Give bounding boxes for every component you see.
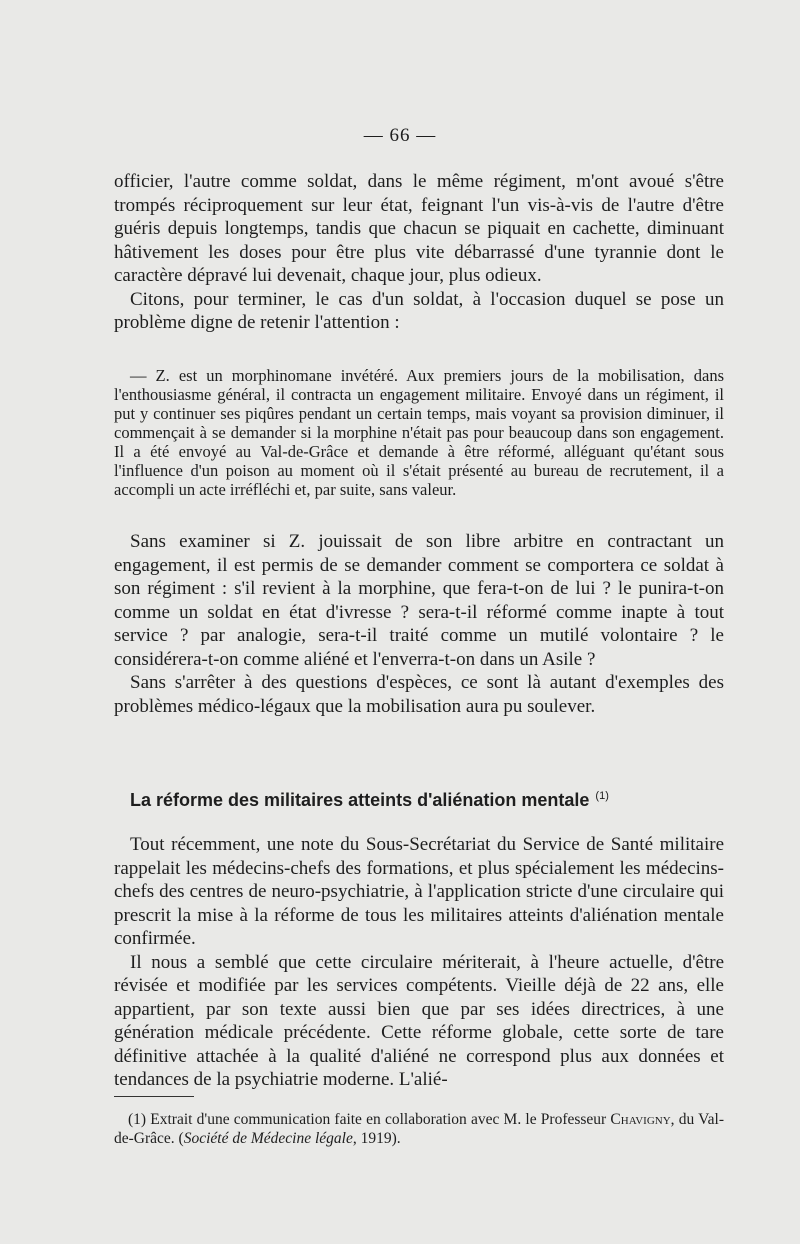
paragraph-6: Il nous a semblé que cette circulaire mériterait, à l'heure actuelle, d'être révisée et modifiée par les services compétents. Vieille déjà de 22 ans, elle appartient, par son texte aussi bien que par ses idées directrices, à une génération médicale précédente. Cette réforme globale, cette sorte de tare définitive attachée à la qualité d'aliéné ne correspond plus aux données et tendances de la psychiatrie moderne. L'alié- xyxy=(114,951,724,1090)
section-heading-text: La réforme des militaires atteints d'aliénation mentale xyxy=(130,790,590,810)
footnote-text xyxy=(114,1110,724,1148)
footnote-text-a: (1) Extrait d'une communication faite en collaboration avec M. le Professeur xyxy=(128,1111,611,1128)
paragraph-3: Sans examiner si Z. jouissait de son libre arbitre en contractant un engagement, il est permis de se demander comment se comportera ce soldat à son régiment : s'il revient à la morphine, que fera-t-on de lui ? le punira-t-on comme un soldat en état d'ivresse ? sera-t-il réformé comme inapte à tout service ? par analogie, sera-t-il traité comme un mutilé volontaire ? le considérera-t-on comme aliéné et l'enverra-t-on dans un Asile ? xyxy=(114,531,724,670)
heading-footnote-marker: (1) xyxy=(595,790,609,802)
footnote-source: Société de Médecine légale xyxy=(183,1130,353,1147)
text-block-middle xyxy=(114,530,724,718)
footnote xyxy=(114,1110,724,1148)
quote-paragraph: — Z. est un morphinomane invétéré. Aux premiers jours de la mobilisation, dans l'enthousiasme général, il contracta un engagement militaire. Envoyé dans un régiment, il put y continuer ses piqûres pendant un certain temps, mais voyant sa provision diminuer, il commençait à se demander si la morphine n'était pas pour beaucoup dans son engagement. Il a été envoyé au Val-de-Grâce et demande à être réformé, alléguant qu'étant sous l'influence d'un poison au moment où il s'était présenté au bureau de recrutement, il a accompli un acte irréfléchi et, par suite, sans valeur. xyxy=(114,366,724,499)
page-number: — 66 — xyxy=(363,125,437,146)
text-block-bottom xyxy=(114,833,724,1092)
paragraph-4: Sans s'arrêter à des questions d'espèces, ce sont là autant d'exemples des problèmes médico-légaux que la mobilisation aura pu soulever. xyxy=(114,672,724,717)
section-heading xyxy=(130,790,750,811)
case-quote xyxy=(114,366,724,499)
text-block-top xyxy=(114,170,724,335)
paragraph-1: officier, l'autre comme soldat, dans le même régiment, m'ont avoué s'être trompés réciproquement sur leur état, feignant l'un vis-à-vis de l'autre d'être guéris depuis longtemps, tandis que chacun se piquait en cachette, diminuant hâtivement les doses pour être plus vite débarrassé d'une tyrannie dont le caractère dépravé lui devenait, chaque jour, plus odieux. xyxy=(114,171,724,286)
footnote-author: Chavigny xyxy=(610,1111,671,1128)
paragraph-5: Tout récemment, une note du Sous-Secrétariat du Service de Santé militaire rappelait les médecins-chefs des formations, et plus spécialement les médecins-chefs des centres de neuro-psychiatrie, à l'application stricte d'une circulaire qui prescrit la mise à la réforme de tous les militaires atteints d'aliénation mentale confirmée. xyxy=(114,834,724,949)
footnote-text-c: , 1919). xyxy=(352,1130,401,1147)
footnote-rule xyxy=(114,1096,194,1097)
footnote-text-b: , du Val-de-Grâce. ( xyxy=(114,1111,724,1147)
paragraph-2: Citons, pour terminer, le cas d'un soldat, à l'occasion duquel se pose un problème digne de retenir l'attention : xyxy=(114,288,724,333)
